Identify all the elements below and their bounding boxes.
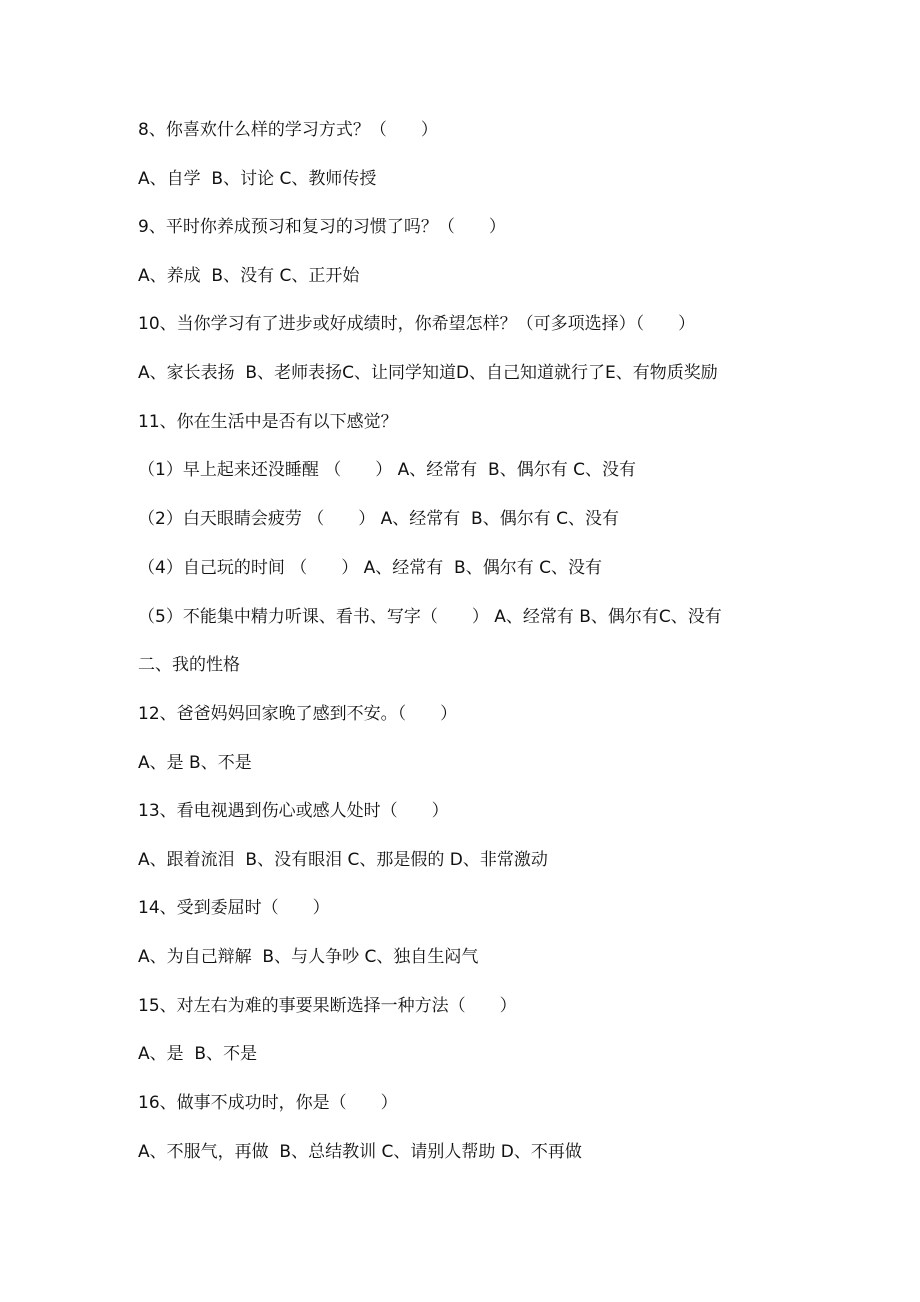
question-8: 8、你喜欢什么样的学习方式？（ ）	[138, 120, 438, 140]
question-15: 15、对左右为难的事要果断选择一种方法（ ）	[138, 996, 517, 1016]
question-11-item-4: （4）自己玩的时间 （ ） A、经常有 B、偶尔有 C、没有	[138, 558, 602, 578]
question-16-options: A、不服气，再做 B、总结教训 C、请别人帮助 D、不再做	[138, 1142, 582, 1162]
section-heading-personality: 二、我的性格	[138, 655, 240, 675]
question-12-options: A、是 B、不是	[138, 753, 252, 773]
question-11-item-5: （5）不能集中精力听课、看书、写字（ ） A、经常有 B、偶尔有C、没有	[138, 607, 722, 627]
question-14-options: A、为自己辩解 B、与人争吵 C、独自生闷气	[138, 947, 479, 967]
question-9: 9、平时你养成预习和复习的习惯了吗？（ ）	[138, 217, 506, 237]
question-13: 13、看电视遇到伤心或感人处时（ ）	[138, 801, 449, 821]
question-11: 11、你在生活中是否有以下感觉？	[138, 412, 398, 432]
question-11-item-2: （2）白天眼睛会疲劳 （ ） A、经常有 B、偶尔有 C、没有	[138, 509, 619, 529]
question-16: 16、做事不成功时，你是（ ）	[138, 1093, 398, 1113]
question-10: 10、当你学习有了进步或好成绩时，你希望怎样？（可多项选择）（ ）	[138, 314, 696, 334]
question-15-options: A、是 B、不是	[138, 1044, 258, 1064]
question-10-options: A、家长表扬 B、老师表扬C、让同学知道D、自己知道就行了E、有物质奖励	[138, 363, 718, 383]
question-11-item-1: （1）早上起来还没睡醒 （ ） A、经常有 B、偶尔有 C、没有	[138, 460, 636, 480]
question-12: 12、爸爸妈妈回家晚了感到不安。（ ）	[138, 704, 458, 724]
question-8-options: A、自学 B、讨论 C、教师传授	[138, 169, 377, 189]
question-9-options: A、养成 B、没有 C、正开始	[138, 266, 360, 286]
question-14: 14、受到委屈时（ ）	[138, 898, 330, 918]
question-13-options: A、跟着流泪 B、没有眼泪 C、那是假的 D、非常激动	[138, 850, 548, 870]
